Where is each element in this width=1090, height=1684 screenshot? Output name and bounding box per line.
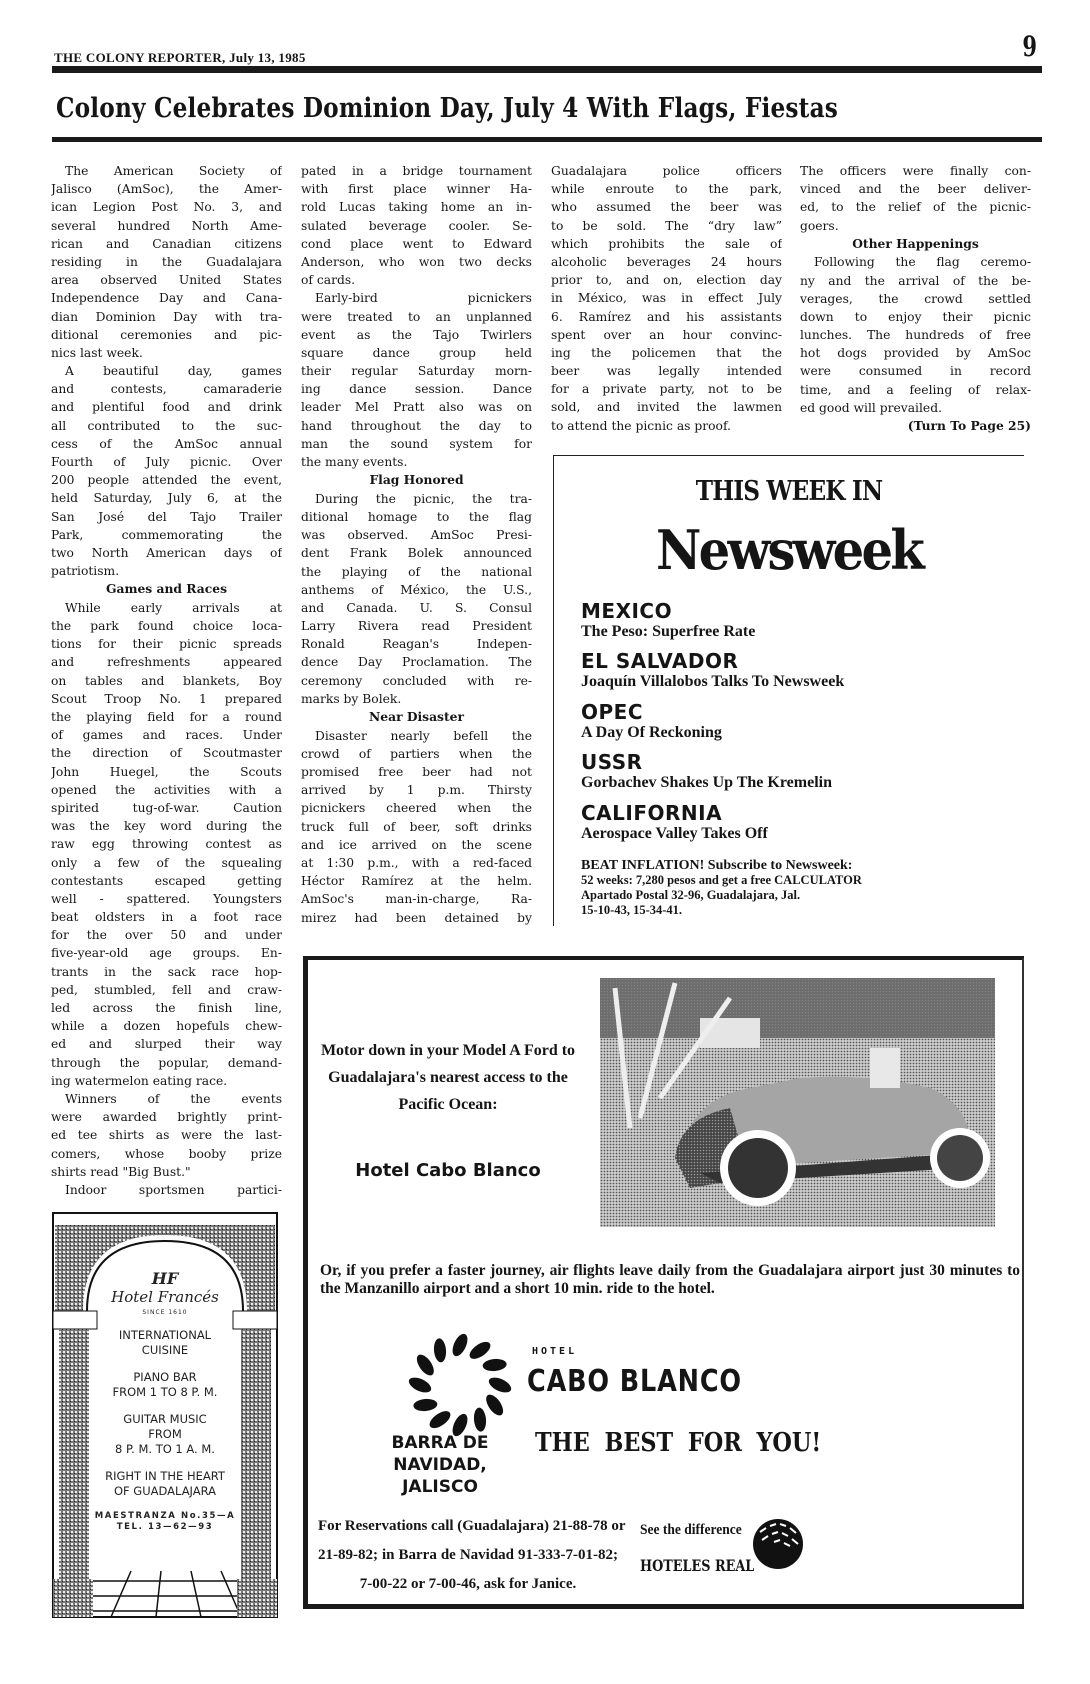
text-line: their regular Saturday morn- [301, 364, 532, 379]
feature-line: OF GUADALAJARA [113, 1484, 217, 1498]
text-line: dent Frank Bolek announced [301, 546, 532, 561]
article-column-1 [51, 162, 282, 1199]
text-line: truck full of beer, soft drinks [301, 819, 532, 834]
monogram-logo: HF [151, 1269, 179, 1288]
text-line: vinced and the beer deliver- [800, 182, 1031, 197]
see-difference: See the difference [640, 1522, 742, 1538]
text-line: The American Society of [65, 164, 282, 178]
text-line: for a private party, not to be [551, 382, 782, 397]
text-line: and plentiful food and drink [51, 400, 282, 415]
item-topic: CALIFORNIA [581, 801, 723, 825]
text-line: were consumed in record [800, 364, 1031, 379]
feature-group [89, 1370, 241, 1400]
newsweek-item [581, 650, 844, 692]
text-line: ing the policemen that the [551, 345, 782, 360]
text-line: rold Lucas taking home an in- [301, 200, 532, 215]
text-line: the playing field for a round [51, 710, 282, 725]
feature-line: 8 P. M. TO 1 A. M. [115, 1442, 215, 1456]
item-headline: The Peso: Superfree Rate [581, 623, 756, 640]
sunburst-ray [407, 1374, 434, 1395]
text-line: Guadalajara police officers [551, 164, 782, 178]
text-line: rican and Canadian citizens [51, 236, 282, 251]
subscribe-line: 52 weeks: 7,280 pesos and get a free CALCULATOR [581, 873, 862, 887]
feature-line: GUITAR MUSIC [123, 1412, 207, 1426]
text-line: the park found choice loca- [51, 619, 282, 634]
text-line: square dance group held [301, 345, 532, 360]
item-topic: MEXICO [581, 599, 673, 623]
text-line: trants in the sack race hop- [51, 964, 282, 979]
newsweek-item [581, 802, 768, 844]
text-line: Independence Day and Cana- [51, 291, 282, 306]
article-column-2 [301, 162, 532, 927]
subhead: Games and Races [106, 581, 227, 597]
text-line: the direction of Scoutmaster [51, 746, 282, 761]
feature-line: INTERNATIONAL [118, 1328, 212, 1342]
text-line: ing dance session. Dance [301, 382, 532, 397]
text-line: contestants escaped getting [51, 873, 282, 888]
sunburst-ray [467, 1339, 494, 1363]
text-line: hot dogs provided by AmSoc [800, 346, 1031, 361]
paragraph [51, 1090, 282, 1181]
text-line: and Canada. U. S. Consul [301, 600, 532, 615]
sunburst-ray [414, 1352, 438, 1379]
text-line: verages, the crowd settled [800, 291, 1031, 306]
page-number: 9 [1022, 30, 1038, 63]
paragraph [51, 162, 282, 362]
text-line: ing watermelon eating race. [51, 1073, 228, 1088]
location-line: JALISCO [402, 1477, 478, 1497]
address-line: TEL. 13—62—93 [116, 1522, 214, 1532]
text-line: lunches. The hundreds of free [800, 328, 1031, 343]
text-line: to be sold. The “dry law” [551, 218, 782, 233]
model-a-ford-photo [600, 978, 995, 1227]
subscribe-offer [581, 858, 862, 918]
sunburst-ray [473, 1407, 487, 1432]
article-column-4 [800, 162, 1031, 435]
text-line: area observed United States [51, 273, 282, 288]
cabo-blanco-hotel-name: Hotel Cabo Blanco [355, 1160, 541, 1181]
text-line: in México, was in effect July [551, 291, 782, 306]
reservations-line: For Reservations call (Guadalajara) 21-88-78 or [318, 1518, 626, 1534]
text-line: ny and the arrival of the be- [800, 273, 1031, 288]
newsweek-item [581, 701, 722, 743]
text-line: AmSoc's man-in-charge, Ra- [301, 892, 532, 907]
text-line: Winners of the events [65, 1091, 282, 1106]
page-headline: Colony Celebrates Dominion Day, July 4 With Flags, Fiestas [56, 93, 839, 124]
text-line: residing in the Guadalajara [51, 254, 282, 269]
text-line: Jalisco (AmSoc), the Amer- [51, 182, 282, 197]
text-line: John Huegel, the Scouts [51, 764, 282, 779]
ad-slogan: THE BEST FOR YOU! [535, 1428, 822, 1458]
text-line: Disaster nearly befell the [315, 728, 532, 743]
text-line: Following the flag ceremo- [814, 255, 1031, 270]
text-line: hand throughout the day to [301, 418, 532, 433]
headline-rule [52, 137, 1042, 142]
text-line: ditional ceremonies and pic- [51, 327, 282, 342]
text-line: Fourth of July picnic. Over [51, 455, 282, 469]
text-line: crowd of partiers when the [301, 746, 532, 761]
reservations-line: 7-00-22 or 7-00-46, ask for Janice. [359, 1576, 577, 1592]
text-line: ceremony concluded with re- [301, 673, 532, 688]
text-line: dian Dominion Day with tra- [51, 309, 282, 324]
item-topic: OPEC [581, 700, 643, 724]
newsweek-ad [553, 455, 1024, 926]
sunburst-ray [427, 1408, 454, 1432]
text-line: for the over 50 and under [51, 928, 282, 943]
subhead: Near Disaster [369, 709, 464, 725]
text-line: Scout Troop No. 1 prepared [51, 691, 282, 706]
text-line: During the picnic, the tra- [315, 491, 532, 506]
text-line: down to enjoy their picnic [800, 309, 1031, 324]
text-line: Larry Rivera read President [301, 619, 532, 634]
text-line: 6. Ramírez and his assistants [551, 309, 782, 324]
text-line: Park, commemorating the [51, 527, 282, 542]
hoteles-real-logo-icon [752, 1518, 804, 1570]
subscribe-line: 15-10-43, 15-34-41. [581, 903, 683, 917]
text-line: tions for their picnic spreads [51, 637, 282, 652]
text-line: San José del Tajo Trailer [51, 509, 282, 524]
subscribe-line: BEAT INFLATION! Subscribe to Newsweek: [581, 858, 853, 873]
text-line: man the sound system for [301, 436, 532, 451]
text-line: promised free beer had not [301, 765, 532, 779]
text-line: were awarded brightly print- [51, 1110, 282, 1125]
ad-border-top [303, 956, 1024, 960]
text-line: dence Day Proclamation. The [301, 655, 532, 670]
text-line: Anderson, who won two decks [301, 254, 532, 269]
cabo-blanco-intro: Motor down in your Model A Ford to Guadalajara's nearest access to the Pacific Ocean: [320, 1042, 576, 1113]
text-line: beer was legally intended [551, 364, 782, 379]
ad-border-left [303, 958, 308, 1608]
text-line: while a dozen hopefuls chew- [51, 1019, 282, 1034]
text-line: ditional homage to the flag [301, 509, 532, 524]
sunburst-logo-icon [405, 1330, 515, 1440]
subscribe-line: Apartado Postal 32-96, Guadalajara, Jal. [581, 888, 801, 902]
text-line: well - spattered. Youngsters [51, 891, 282, 906]
text-line: Indoor sportsmen partici- [65, 1182, 282, 1197]
item-headline: A Day Of Reckoning [581, 724, 722, 741]
sunburst-ray [482, 1358, 507, 1372]
text-line: ed good will prevailed. [800, 400, 942, 415]
text-line: Early-bird picnickers [315, 291, 532, 306]
text-line: alcoholic beverages 24 hours [551, 254, 782, 269]
text-line: anthems of México, the U.S., [301, 582, 532, 597]
paper-name: THE COLONY REPORTER, [54, 50, 226, 65]
text-line: arrived by 1 p.m. Thirsty [301, 783, 532, 798]
paragraph [800, 253, 1031, 417]
text-line: of cards. [301, 273, 356, 288]
paragraph [51, 1181, 282, 1199]
feature-group [89, 1469, 241, 1499]
text-line: two North American days of [51, 545, 282, 560]
text-line: nics last week. [51, 345, 143, 360]
text-line: beat oldsters in a foot race [51, 910, 282, 925]
text-line: cess of the AmSoc annual [51, 436, 282, 451]
item-headline: Joaquín Villalobos Talks To Newsweek [581, 673, 845, 690]
text-line: prior to, and on, election day [551, 273, 782, 288]
text-line: opened the activities with a [51, 782, 282, 797]
text-line: who assumed the beer was [551, 200, 782, 215]
hotel-location [345, 1432, 535, 1498]
location-line: BARRA DE NAVIDAD, [391, 1433, 489, 1475]
sunburst-ray [449, 1332, 470, 1359]
hoteles-real: HOTELES REAL [640, 1556, 755, 1575]
text-line: were treated to an unplanned [301, 309, 532, 324]
feature-line: RIGHT IN THE HEART [105, 1469, 225, 1483]
hotel-frances-name: Hotel Francés [111, 1288, 219, 1306]
masthead [54, 50, 306, 66]
text-line: only a few of the squealing [51, 855, 282, 870]
text-line: spirited tug-of-war. Caution [51, 800, 282, 815]
masthead-rule [52, 66, 1042, 73]
sunburst-ray [483, 1392, 507, 1419]
paragraph [301, 490, 532, 708]
text-line: comers, whose booby prize [51, 1146, 282, 1161]
paragraph [301, 162, 532, 289]
feature-line: CUISINE [141, 1343, 189, 1357]
text-line: sulated beverage cooler. Se- [301, 218, 532, 233]
text-line: time, and a feeling of relax- [800, 382, 1031, 397]
text-line: while enroute to the park, [551, 182, 782, 197]
paragraph [800, 162, 1031, 235]
text-line: event as the Tajo Twirlers [301, 327, 532, 342]
text-line: While early arrivals at [65, 600, 282, 615]
text-line: A beautiful day, games [65, 364, 282, 379]
text-line: shirts read "Big Bust." [51, 1164, 191, 1179]
sunburst-ray [413, 1398, 438, 1412]
cabo-blanco-flights: Or, if you prefer a faster journey, air flights leave daily from the Guadalajara airport just 30 minutes to the Manzanillo airport and a short 10 min. ride to the hotel. [320, 1262, 1020, 1297]
item-topic: EL SALVADOR [581, 649, 739, 673]
newsweek-kicker: THIS WEEK IN [695, 476, 883, 507]
text-line: and contests, camaraderie [51, 382, 282, 397]
sunburst-ray [433, 1338, 447, 1363]
text-line: five-year-old age groups. En- [51, 946, 282, 961]
hotel-address [89, 1511, 241, 1533]
text-line: The officers were finally con- [800, 164, 1031, 178]
item-headline: Aerospace Valley Takes Off [581, 825, 768, 842]
address-line: MAESTRANZA No.35—A [94, 1511, 236, 1521]
continued-link[interactable]: (Turn To Page 25) [907, 418, 1031, 434]
text-line: raw egg throwing contest as [51, 837, 282, 852]
text-line: ed and slurped their way [51, 1037, 282, 1052]
text-line: and refreshments appeared [51, 655, 282, 670]
text-line: ed, to the relief of the picnic- [800, 200, 1031, 215]
feature-line: FROM [148, 1427, 182, 1441]
text-line: marks by Bolek. [301, 691, 402, 706]
text-line: to attend the picnic as proof. [551, 418, 731, 433]
text-line: all contributed to the suc- [51, 418, 282, 433]
feature-group [89, 1412, 241, 1457]
text-line: ed tee shirts as were the last- [51, 1128, 282, 1143]
feature-group [89, 1328, 241, 1358]
logo-hotel-label: HOTEL [532, 1346, 578, 1357]
newsweek-item [581, 600, 755, 642]
reservations-info [318, 1512, 626, 1599]
text-line: spent over an hour convinc- [551, 327, 782, 342]
hotel-frances-ad [51, 1211, 279, 1619]
item-headline: Gorbachev Shakes Up The Kremelin [581, 774, 832, 791]
newsweek-logo: Newsweek [655, 518, 923, 582]
text-line: the many events. [301, 455, 408, 469]
text-line: with first place winner Ha- [301, 182, 532, 197]
text-line: ican Legion Post No. 3, and [51, 200, 282, 215]
text-line: ped, stumbled, fell and craw- [51, 982, 282, 997]
text-line: picnickers cheered when the [301, 801, 532, 816]
text-line: held Saturday, July 6, at the [51, 491, 282, 506]
text-line: and ice arrived on the scene [301, 837, 532, 852]
newsweek-item [581, 751, 832, 793]
text-line: at 1:30 p.m., with a red-faced [301, 855, 532, 870]
subhead: Flag Honored [369, 472, 464, 488]
text-line: pated in a bridge tournament [301, 164, 532, 178]
article-column-3 [551, 162, 782, 435]
text-line: mirez had been detained by [301, 910, 532, 925]
feature-line: FROM 1 TO 8 P. M. [112, 1385, 218, 1399]
cabo-blanco-logo-text: CABO BLANCO [527, 1364, 742, 1399]
text-line: which prohibits the sale of [551, 236, 782, 251]
text-line: several hundred North Ame- [51, 218, 282, 233]
text-line: 200 people attended the event, [51, 473, 282, 488]
paragraph [51, 362, 282, 580]
text-line: through the popular, demand- [51, 1055, 282, 1070]
text-line: Ronald Reagan's Indepen- [301, 637, 532, 652]
paragraph [301, 727, 532, 927]
paragraph [551, 162, 782, 435]
sunburst-ray [487, 1374, 514, 1395]
text-line: led across the finish line, [51, 1001, 282, 1016]
ad-border-right [1022, 958, 1024, 1608]
ad-border-bottom [303, 1604, 1024, 1609]
text-line: on tables and blankets, Boy [51, 673, 282, 688]
text-line: was the key word during the [51, 819, 282, 834]
feature-line: PIANO BAR [133, 1370, 197, 1384]
hotel-frances-text [89, 1271, 241, 1567]
reservations-line: 21-89-82; in Barra de Navidad 91-333-7-01-82; [318, 1547, 618, 1563]
hotel-since: SINCE 1610 [142, 1309, 188, 1316]
text-line: the playing of the national [301, 564, 532, 579]
text-line: goers. [800, 218, 839, 233]
text-line: cond place went to Edward [301, 236, 532, 251]
text-line: leader Mel Pratt also was on [301, 400, 532, 415]
text-line: was observed. AmSoc Presi- [301, 528, 532, 543]
text-line: sold, and invited the lawmen [551, 400, 782, 415]
subhead: Other Happenings [852, 235, 979, 251]
item-topic: USSR [581, 750, 643, 774]
paragraph [301, 289, 532, 471]
paragraph [51, 599, 282, 1090]
text-line: of games and races. Under [51, 728, 282, 743]
issue-date: July 13, 1985 [229, 50, 306, 65]
text-line: patriotism. [51, 564, 120, 579]
text-line: Héctor Ramírez at the helm. [301, 874, 532, 889]
